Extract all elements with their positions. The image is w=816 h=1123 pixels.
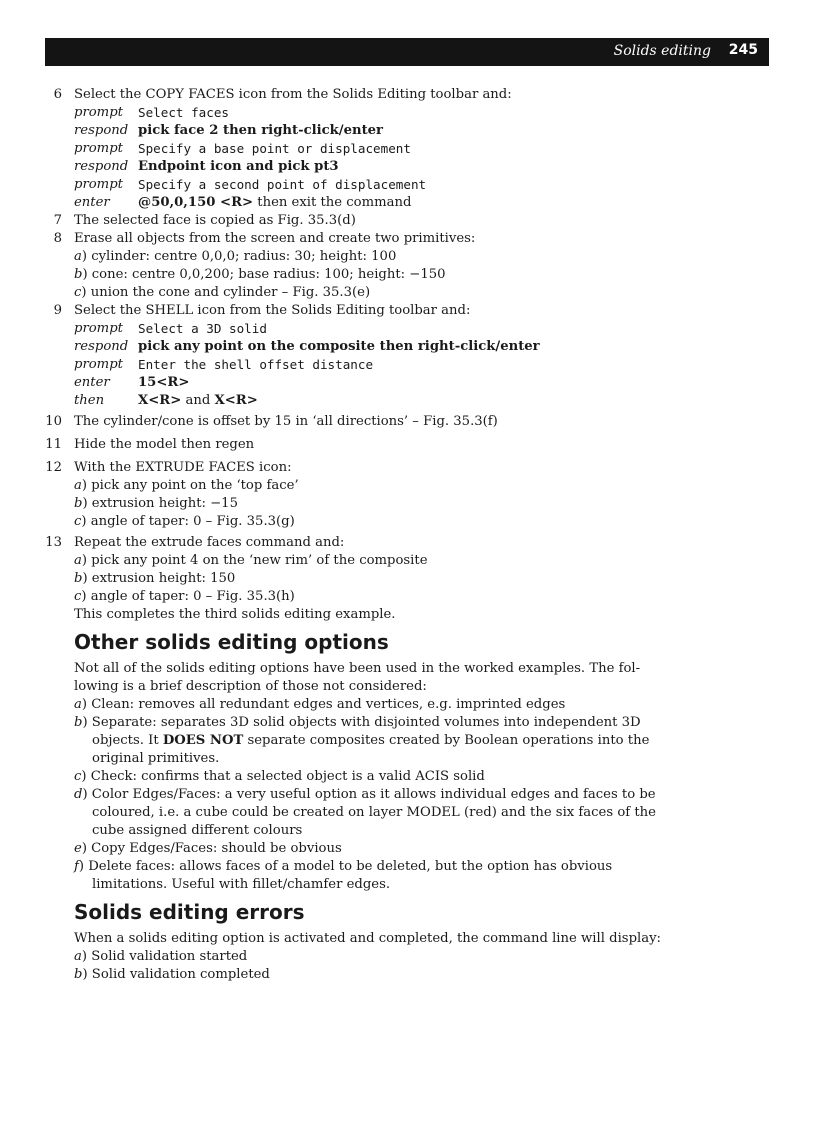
item-text: objects. It (92, 733, 163, 748)
dialog-row (0, 140, 816, 158)
item-text: Check: confirms that a selected object is a valid ACIS solid (90, 769, 485, 784)
dialog-value: Select faces (138, 105, 229, 120)
step-6 (0, 86, 816, 104)
dialog-row (0, 122, 816, 140)
step-8 (0, 230, 816, 248)
item-letter: b (74, 496, 83, 511)
step-number: 6 (53, 87, 62, 102)
list-item: c) union the cone and cylinder – Fig. 35.3(e) (74, 285, 371, 300)
dialog-value: Enter the shell offset distance (138, 357, 374, 372)
step-9 (0, 302, 816, 320)
dialog-row (0, 158, 816, 176)
paragraph-line (0, 678, 816, 696)
paragraph-line (0, 930, 816, 948)
item-text: Solid validation started (91, 949, 248, 964)
dialog-value (138, 194, 411, 212)
item-text: Separate: separates 3D solid objects with disjointed volumes into independent 3D (91, 715, 641, 730)
item-letter: d (74, 787, 83, 802)
step-text: Select the COPY FACES icon from the Solids Editing toolbar and: (74, 87, 512, 102)
dialog-row (0, 374, 816, 392)
list-item: e) Copy Edges/Faces: should be obvious (74, 841, 342, 856)
step-text: Repeat the extrude faces command and: (74, 535, 345, 550)
item-text: union the cone and cylinder – Fig. 35.3(e) (90, 285, 371, 300)
dialog-row (0, 356, 816, 374)
item-text: angle of taper: 0 – Fig. 35.3(h) (90, 589, 295, 604)
list-item: a) pick any point 4 on the ‘new rim’ of the composite (74, 553, 428, 568)
dialog-row (0, 176, 816, 194)
item-letter: a (74, 249, 82, 264)
list-item: d) Color Edges/Faces: a very useful option as it allows individual edges and faces to be (74, 787, 656, 802)
list-item: c) Check: confirms that a selected object is a valid ACIS solid (74, 769, 485, 784)
step-text: With the EXTRUDE FACES icon: (74, 460, 292, 475)
item-text: separate composites created by Boolean operations into the (243, 733, 650, 748)
heading-text: Solids editing errors (74, 900, 305, 924)
step-number: 9 (53, 303, 62, 318)
item-letter: f (74, 859, 79, 874)
item-text: pick any point 4 on the ‘new rim’ of the composite (91, 553, 428, 568)
item-letter: a (74, 697, 82, 712)
emphasis-text: DOES NOT (162, 733, 244, 748)
step-13 (0, 534, 816, 552)
dialog-row (0, 338, 816, 356)
dialog-label: prompt (74, 105, 123, 120)
item-text: Solid validation completed (91, 967, 270, 982)
dialog-row (0, 392, 816, 410)
item-letter: a (74, 949, 82, 964)
command-input: X<R> (138, 393, 182, 408)
list-item-cont (0, 822, 816, 840)
item-letter: a (74, 553, 82, 568)
dialog-label: prompt (74, 141, 123, 156)
item-letter: c (74, 769, 82, 784)
dialog-value: Specify a second point of displacement (138, 177, 427, 192)
dialog-label: enter (74, 375, 110, 390)
item-text: Clean: removes all redundant edges and vertices, e.g. imprinted edges (91, 697, 566, 712)
page-body (0, 86, 816, 984)
list-item: b) extrusion height: −15 (74, 496, 238, 511)
paragraph-text: This completes the third solids editing example. (74, 607, 396, 622)
item-text: cone: centre 0,0,200; base radius: 100; height: −150 (91, 267, 446, 282)
dialog-value: Select a 3D solid (138, 321, 267, 336)
list-item: a) Clean: removes all redundant edges and vertices, e.g. imprinted edges (74, 697, 566, 712)
dialog-row (0, 320, 816, 338)
list-item: a) cylinder: centre 0,0,0; radius: 30; height: 100 (74, 249, 397, 264)
item-text: limitations. Useful with fillet/chamfer edges. (92, 877, 391, 892)
step-10 (0, 413, 816, 431)
dialog-label: respond (74, 123, 129, 138)
dialog-label: prompt (74, 357, 123, 372)
list-item: c) angle of taper: 0 – Fig. 35.3(h) (74, 589, 295, 604)
item-text: angle of taper: 0 – Fig. 35.3(g) (90, 514, 295, 529)
dialog-label: prompt (74, 177, 123, 192)
dialog-value: Endpoint icon and pick pt3 (138, 159, 339, 174)
paragraph-text: lowing is a brief description of those not considered: (74, 679, 427, 694)
dialog-label: prompt (74, 321, 123, 336)
item-text: coloured, i.e. a cube could be created on layer MODEL (red) and the six faces of the (92, 805, 656, 820)
list-item-cont (0, 876, 816, 894)
step-number: 11 (45, 437, 62, 452)
command-input: @50,0,150 <R> (138, 195, 254, 210)
dialog-value: 15<R> (138, 375, 190, 390)
item-letter: b (74, 267, 83, 282)
page-number: 245 (728, 42, 758, 58)
item-text: original primitives. (92, 751, 220, 766)
step-text: Select the SHELL icon from the Solids Editing toolbar and: (74, 303, 471, 318)
dialog-row (0, 104, 816, 122)
running-header (45, 38, 769, 66)
dialog-value (138, 392, 258, 410)
dialog-label: enter (74, 195, 110, 210)
section-heading (0, 624, 816, 660)
step-7 (0, 212, 816, 230)
item-text: cylinder: centre 0,0,0; radius: 30; height: 100 (91, 249, 397, 264)
command-input: X<R> (214, 393, 258, 408)
item-letter: a (74, 478, 82, 493)
list-item-cont (0, 804, 816, 822)
list-item-cont (0, 732, 816, 750)
dialog-label: then (74, 393, 105, 408)
item-text: extrusion height: −15 (91, 496, 238, 511)
step-12 (0, 459, 816, 477)
command-note: and (181, 393, 215, 408)
item-text: Color Edges/Faces: a very useful option as it allows individual edges and faces to be (91, 787, 656, 802)
closing-paragraph (0, 606, 816, 624)
list-item: c) angle of taper: 0 – Fig. 35.3(g) (74, 514, 295, 529)
step-text: Erase all objects from the screen and create two primitives: (74, 231, 476, 246)
dialog-value: Specify a base point or displacement (138, 141, 411, 156)
item-text: pick any point on the ‘top face’ (91, 478, 299, 493)
dialog-value: pick any point on the composite then right-click/enter (138, 339, 540, 354)
item-letter: b (74, 571, 83, 586)
item-text: extrusion height: 150 (91, 571, 236, 586)
list-item: b) Separate: separates 3D solid objects with disjointed volumes into independent 3D (74, 715, 641, 730)
step-text: The selected face is copied as Fig. 35.3(d) (74, 213, 356, 228)
step-number: 7 (53, 213, 62, 228)
item-text: cube assigned different colours (92, 823, 303, 838)
heading-text: Other solids editing options (74, 630, 389, 654)
step-number: 13 (45, 535, 62, 550)
item-letter: e (74, 841, 82, 856)
step-text: Hide the model then regen (74, 437, 255, 452)
item-text: Copy Edges/Faces: should be obvious (91, 841, 342, 856)
dialog-label: respond (74, 159, 129, 174)
step-11 (0, 436, 816, 454)
step-number: 10 (45, 414, 62, 429)
step-text: The cylinder/cone is offset by 15 in ‘all directions’ – Fig. 35.3(f) (74, 414, 498, 429)
list-item-cont (0, 750, 816, 768)
item-letter: c (74, 589, 82, 604)
list-item: b) cone: centre 0,0,200; base radius: 100; height: −150 (74, 267, 446, 282)
list-item: f) Delete faces: allows faces of a model to be deleted, but the option has obvious (74, 859, 613, 874)
section-title: Solids editing (613, 43, 711, 59)
dialog-value: pick face 2 then right-click/enter (138, 123, 384, 138)
item-letter: b (74, 967, 83, 982)
dialog-row (0, 194, 816, 212)
step-number: 8 (53, 231, 62, 246)
dialog-label: respond (74, 339, 129, 354)
section-heading (0, 894, 816, 930)
command-note: then exit the command (253, 195, 412, 210)
paragraph-text: Not all of the solids editing options have been used in the worked examples. The fol- (74, 661, 641, 676)
step-number: 12 (45, 460, 62, 475)
item-letter: c (74, 285, 82, 300)
list-item: b) extrusion height: 150 (74, 571, 236, 586)
list-item: a) Solid validation started (74, 949, 248, 964)
list-item: b) Solid validation completed (74, 967, 270, 982)
item-letter: c (74, 514, 82, 529)
item-letter: b (74, 715, 83, 730)
list-item: a) pick any point on the ‘top face’ (74, 478, 299, 493)
paragraph-text: When a solids editing option is activated and completed, the command line will display: (74, 931, 661, 946)
item-text: Delete faces: allows faces of a model to be deleted, but the option has obvious (88, 859, 613, 874)
paragraph-line (0, 660, 816, 678)
